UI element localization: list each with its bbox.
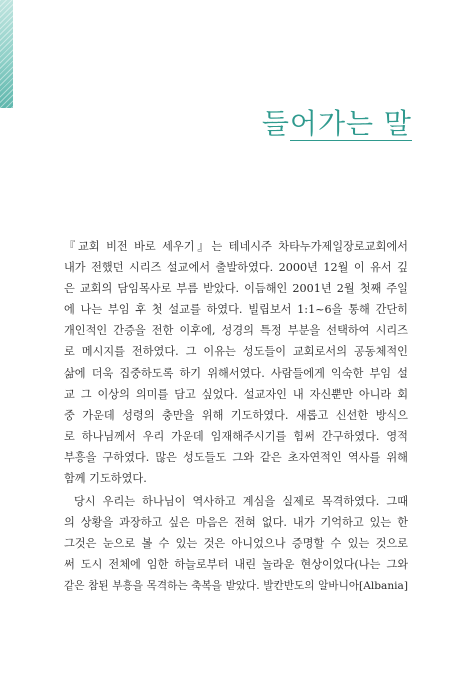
text-line: 당시 우리는 하나님이 역사하고 계심을 실제로 목격하였다. 그때: [74, 495, 408, 509]
text-line: 삶에 더욱 집중하도록 하기 위해서였다. 사람들에게 익숙한 부임 설: [64, 366, 408, 380]
text-line: 부흥을 구하였다. 많은 성도들도 그와 같은 초자연적인 역사를 위해: [64, 450, 408, 464]
text-line: 에 나는 부임 후 첫 설교를 하였다. 빌립보서 1:1~6을 통해 간단히: [64, 303, 408, 317]
text-line: 로 메시지를 전하였다. 그 이유는 성도들이 교회로서의 공동체적인: [64, 345, 408, 359]
text-line: 내가 전했던 시리즈 설교에서 출발하였다. 2000년 12월 이 유서 깊: [64, 261, 408, 275]
text-line: 써 도시 전체에 임한 하늘로부터 내린 놀라운 현상이었다(나는 그와: [64, 558, 408, 572]
paragraph-1: [64, 236, 408, 489]
text-line: 개인적인 간증을 전한 이후에, 성경의 특정 부분을 선택하여 시리즈: [64, 324, 408, 338]
text-line: 『교회 비전 바로 세우기』는 테네시주 차타누가제일장로교회에서: [64, 240, 408, 253]
paragraph-2: [64, 491, 408, 596]
chapter-title: 들어가는 말: [261, 107, 412, 140]
text-line: 교 그 이상의 의미를 담고 싶었다. 설교자인 내 자신뿐만 아니라 회: [64, 387, 408, 401]
text-line: 중 가운데 성령의 충만을 위해 기도하였다. 새롭고 신선한 방식으: [64, 408, 408, 422]
title-underline: [290, 140, 412, 141]
body-text: [64, 236, 408, 597]
text-line: 의 상황을 과장하고 싶은 마음은 전혀 없다. 내가 기억하고 있는 한: [64, 516, 408, 530]
decorative-edge-stripe: [0, 0, 13, 108]
text-line: 은 교회의 담임목사로 부름 받았다. 이듬해인 2001년 2월 첫째 주일: [64, 282, 408, 296]
text-line: 같은 참된 부흥을 목격하는 축복을 받았다. 발칸반도의 알바니아[Albania]: [64, 579, 408, 592]
text-line: 로 하나님께서 우리 가운데 임재해주시기를 힘써 간구하였다. 영적: [64, 429, 408, 443]
text-line: 함께 기도하였다.: [64, 472, 147, 486]
text-line: 그것은 눈으로 볼 수 있는 것은 아니었으나 증명할 수 있는 것으로: [64, 537, 408, 551]
